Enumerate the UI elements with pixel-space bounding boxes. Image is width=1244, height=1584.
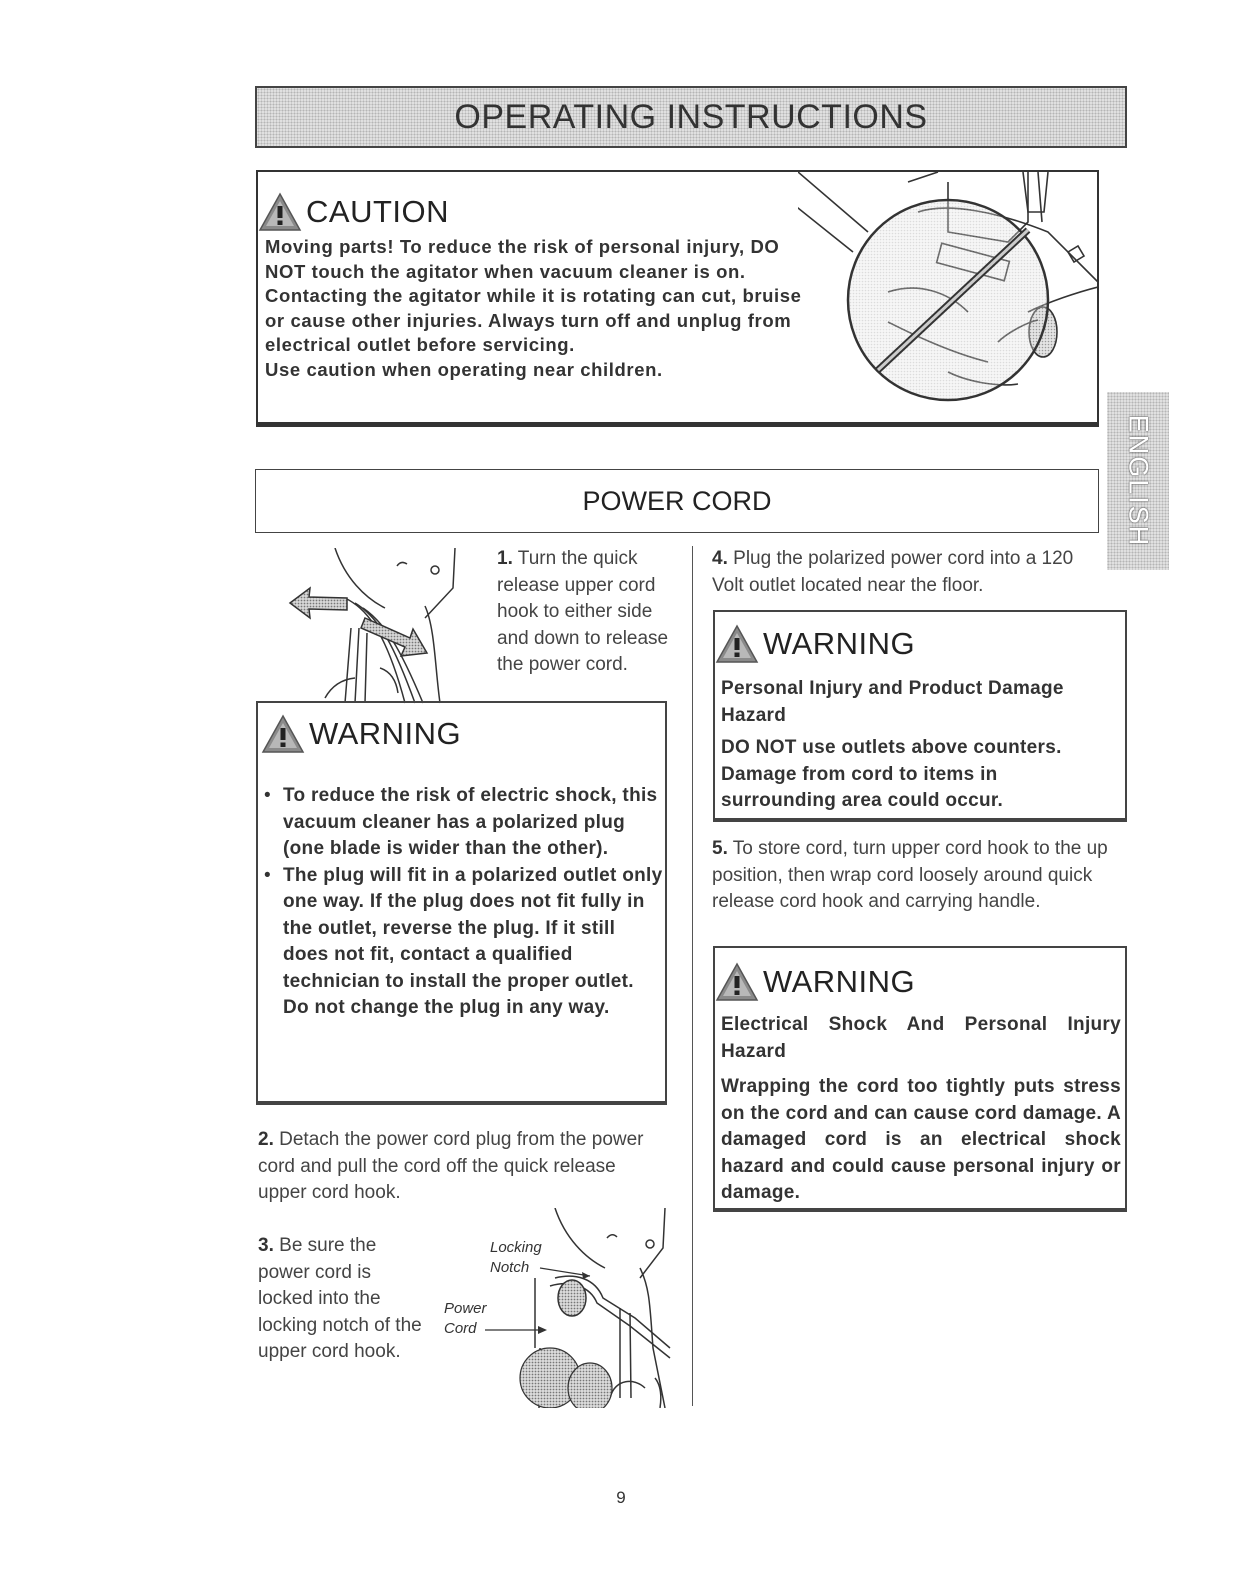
warning-title xyxy=(261,714,461,754)
step-text: Be sure the power cord is locked into the locking notch of the upper cord hook. xyxy=(258,1235,422,1362)
caution-box xyxy=(256,170,1099,427)
step-text: To store cord, turn upper cord hook to the up position, then wrap cord loosely around quick release cord hook and carrying handle. xyxy=(712,838,1108,912)
locking-notch-label: Locking Notch xyxy=(490,1239,542,1276)
warning-triangle-icon xyxy=(258,192,302,232)
power-cord-label: Power Cord xyxy=(444,1300,487,1337)
step-4: 4. Plug the polarized power cord into a 120 Volt outlet located near the floor. xyxy=(712,548,1074,596)
caution-paragraph: Use caution when operating near children. xyxy=(265,358,663,380)
caution-label: CAUTION xyxy=(306,194,449,229)
warning-label: WARNING xyxy=(763,964,916,999)
caution-paragraph: Moving parts! To reduce the risk of personal injury, DO NOT touch the agitator when vacuum cleaner is on. Contacting the agitator while it is rotating can cut, bruise or cause other injuries. Always turn off and unplug from electrical outlet before servicing. xyxy=(265,236,802,355)
section-header xyxy=(255,469,1099,533)
warning-bullet: • The plug will fit in a polarized outlet only one way. If the plug does not fit fully in the outlet, reverse the plug. If it still does not fit, contact a qualified technician to install the proper outlet. Do not change the plug in any way. xyxy=(283,863,663,1022)
caution-text xyxy=(265,235,805,382)
section-title: POWER CORD xyxy=(582,485,772,516)
warning-box-outlets xyxy=(713,610,1127,822)
step-2: 2. Detach the power cord plug from the power cord and pull the cord off the quick release upper cord hook. xyxy=(258,1129,644,1203)
warning-title xyxy=(715,962,915,1002)
step-1: 1. Turn the quick release upper cord hook to either side and down to release the power cord. xyxy=(497,548,669,675)
agitator-illustration xyxy=(798,172,1098,422)
step-text: Detach the power cord plug from the power cord and pull the cord off the quick release upper cord hook. xyxy=(258,1129,644,1203)
warning-bullets xyxy=(258,783,663,1022)
page-title: OPERATING INSTRUCTIONS xyxy=(454,97,928,136)
arrow-left-icon xyxy=(290,588,347,618)
caution-title xyxy=(258,192,449,232)
warning-triangle-icon xyxy=(261,714,305,754)
step-3: 3. Be sure the power cord is locked into the locking notch of the upper cord hook. xyxy=(258,1235,422,1362)
warning-bullet: • To reduce the risk of electric shock, this vacuum cleaner has a polarized plug (one blade is wider than the other). xyxy=(283,783,663,863)
warning-title xyxy=(715,624,915,664)
page-number: 9 xyxy=(616,1488,626,1507)
warning-triangle-icon xyxy=(715,962,759,1002)
warning-box-polarized xyxy=(256,701,667,1105)
language-tab-label: ENGLISH xyxy=(1123,414,1154,548)
column-divider xyxy=(692,546,693,1406)
warning-box-cord-wrap xyxy=(713,946,1127,1212)
warning-text: DO NOT use outlets above counters. Damage from cord to items in surrounding area could occur. xyxy=(721,737,1062,811)
page-header xyxy=(255,86,1127,148)
step-text: Plug the polarized power cord into a 120 Volt outlet located near the floor. xyxy=(712,548,1074,596)
step-5: 5. To store cord, turn upper cord hook to the up position, then wrap cord loosely around quick release cord hook and carrying handle. xyxy=(712,838,1108,912)
warning-label: WARNING xyxy=(309,716,462,751)
cord-hook-illustration xyxy=(285,548,465,708)
warning-triangle-icon xyxy=(715,624,759,664)
step-text: Turn the quick release upper cord hook to either side and down to release the power cord. xyxy=(497,548,669,675)
warning-heading: Electrical Shock And Personal Injury Hazard xyxy=(721,1014,1121,1062)
language-tab[interactable] xyxy=(1107,392,1169,570)
warning-heading: Personal Injury and Product Damage Hazard xyxy=(721,678,1064,726)
warning-text: Wrapping the cord too tightly puts stress on the cord and can cause cord damage. A damaged cord is an electrical shock hazard and could cause personal injury or damage. xyxy=(721,1076,1121,1203)
warning-label: WARNING xyxy=(763,626,916,661)
